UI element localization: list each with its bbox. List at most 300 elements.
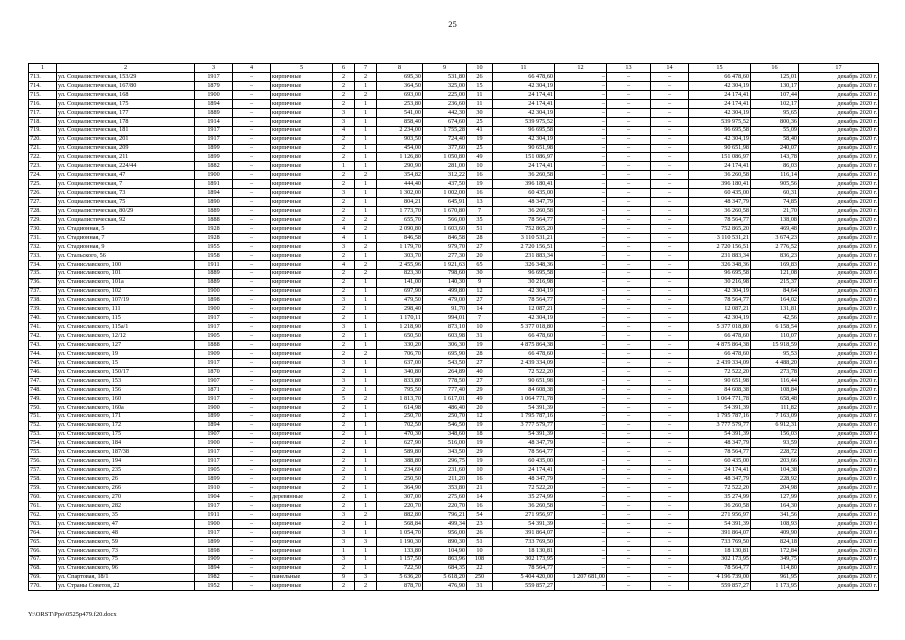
table-cell: 873,10 (423, 323, 467, 332)
table-cell: кирпичные (271, 466, 333, 475)
table-cell: – (233, 242, 271, 251)
table-cell: 695,90 (423, 350, 467, 359)
table-cell: – (233, 180, 271, 189)
table-cell: 36 260,58 (493, 502, 555, 511)
table-row (29, 73, 879, 82)
table-cell: кирпичные (271, 207, 333, 216)
table-cell: 1 (355, 367, 377, 376)
table-cell: – (233, 367, 271, 376)
table-cell: кирпичные (271, 323, 333, 332)
table-cell: 1909 (195, 350, 233, 359)
table-cell: 539 975,52 (689, 117, 751, 126)
table-cell: кирпичные (271, 519, 333, 528)
table-cell: – (651, 412, 689, 421)
table-cell: 16 (467, 171, 493, 180)
table-cell: 325,00 (423, 81, 467, 90)
table-cell: – (555, 207, 607, 216)
table-cell: – (607, 502, 651, 511)
table-cell: 54 391,39 (689, 430, 751, 439)
table-cell: 95,53 (751, 350, 799, 359)
table-cell: – (555, 484, 607, 493)
table-cell: декабрь 2020 г. (799, 493, 879, 502)
table-cell: 469,48 (751, 224, 799, 233)
table-cell: – (651, 359, 689, 368)
table-cell: 42 304,19 (493, 314, 555, 323)
table-cell: ул. Спартовая, 18/1 (57, 573, 195, 582)
table-cell: 1 002,00 (423, 189, 467, 198)
table-cell: 42,56 (751, 314, 799, 323)
table-cell: 143,78 (751, 153, 799, 162)
table-cell: 31 (467, 582, 493, 591)
table-cell: 1928 (195, 224, 233, 233)
table-cell: 54 391,39 (689, 519, 751, 528)
table-cell: 2 (333, 332, 355, 341)
table-cell: 49 (467, 394, 493, 403)
table-cell: 91,70 (423, 305, 467, 314)
table-cell: 348,60 (423, 430, 467, 439)
table-cell: 798,60 (423, 269, 467, 278)
table-cell: 1 (355, 287, 377, 296)
table-cell: 804,21 (377, 198, 423, 207)
table-cell: 1907 (195, 430, 233, 439)
table-cell: кирпичные (271, 296, 333, 305)
table-cell: 66 478,60 (493, 332, 555, 341)
table-cell: декабрь 2020 г. (799, 117, 879, 126)
table-cell: 24 174,41 (493, 99, 555, 108)
table-cell: – (233, 350, 271, 359)
table-cell: 2 (333, 90, 355, 99)
table-cell: 1 (355, 198, 377, 207)
table-cell: – (607, 376, 651, 385)
table-cell: 42 304,19 (689, 287, 751, 296)
table-cell: 614,98 (377, 403, 423, 412)
table-row (29, 582, 879, 591)
table-cell: 742. (29, 332, 57, 341)
table-cell: 312,22 (423, 171, 467, 180)
table-cell: 66 478,60 (689, 332, 751, 341)
table-cell: – (233, 439, 271, 448)
table-cell: 250,50 (377, 475, 423, 484)
column-header: 12 (555, 64, 607, 73)
table-cell: 30 (467, 108, 493, 117)
table-cell: 14 (467, 493, 493, 502)
table-cell: декабрь 2020 г. (799, 180, 879, 189)
table-cell: 140,30 (423, 278, 467, 287)
table-cell: кирпичные (271, 153, 333, 162)
table-cell: 13 (467, 198, 493, 207)
table-row (29, 403, 879, 412)
table-cell: ул. Страны Советов, 22 (57, 582, 195, 591)
table-row (29, 153, 879, 162)
table-cell: – (651, 296, 689, 305)
table-cell: 271 956,97 (493, 510, 555, 519)
table-cell: 1 (355, 430, 377, 439)
table-row (29, 117, 879, 126)
table-cell: 66 478,60 (689, 350, 751, 359)
table-cell: 51 (467, 224, 493, 233)
table-cell: – (651, 555, 689, 564)
table-cell: 764. (29, 528, 57, 537)
table-cell: ул. Стадионная, 5 (57, 224, 195, 233)
table-cell: – (607, 135, 651, 144)
table-cell: декабрь 2020 г. (799, 475, 879, 484)
table-cell: 364,50 (377, 81, 423, 90)
table-cell: 1 617,01 (423, 394, 467, 403)
table-cell: – (607, 73, 651, 82)
table-cell: 1 (355, 117, 377, 126)
table-cell: 795,50 (377, 385, 423, 394)
table-cell: 3 (333, 323, 355, 332)
table-cell: 766. (29, 546, 57, 555)
table-cell: 1 (355, 528, 377, 537)
table-cell: – (233, 484, 271, 493)
table-cell: 2 455,96 (377, 260, 423, 269)
table-cell: 211,20 (423, 475, 467, 484)
table-cell: 172,84 (751, 546, 799, 555)
table-cell: декабрь 2020 г. (799, 537, 879, 546)
table-cell: декабрь 2020 г. (799, 81, 879, 90)
table-cell: 18 (467, 430, 493, 439)
table-cell: – (651, 510, 689, 519)
table-cell: 1 603,60 (423, 224, 467, 233)
table-cell: – (651, 519, 689, 528)
table-row (29, 367, 879, 376)
table-cell: – (607, 546, 651, 555)
table-cell: – (651, 564, 689, 573)
table-cell: 1907 (195, 376, 233, 385)
table-cell: 3 (333, 189, 355, 198)
table-cell: кирпичные (271, 439, 333, 448)
table-cell: ул. Стадионная, 7 (57, 233, 195, 242)
table-cell: декабрь 2020 г. (799, 126, 879, 135)
table-cell: – (233, 555, 271, 564)
table-cell: ул. Станиславского, 175 (57, 430, 195, 439)
table-cell: – (555, 135, 607, 144)
table-cell: 10 (467, 466, 493, 475)
table-cell: декабрь 2020 г. (799, 224, 879, 233)
table-cell: – (555, 260, 607, 269)
table-cell: 31 (467, 332, 493, 341)
table-cell: декабрь 2020 г. (799, 135, 879, 144)
table-cell: – (555, 224, 607, 233)
table-cell: 151 086,97 (689, 153, 751, 162)
table-cell: 24 174,41 (493, 90, 555, 99)
table-cell: – (651, 582, 689, 591)
table-cell: 1 (355, 493, 377, 502)
table-cell: – (651, 385, 689, 394)
table-cell: 2 (333, 385, 355, 394)
table-cell: 1 157,50 (377, 555, 423, 564)
table-cell: 1899 (195, 537, 233, 546)
table-row (29, 260, 879, 269)
table-cell: 5 377 018,80 (689, 323, 751, 332)
table-cell: 27 (467, 376, 493, 385)
table-cell: 1 (355, 323, 377, 332)
table-cell: декабрь 2020 г. (799, 260, 879, 269)
table-cell: 1 (355, 332, 377, 341)
table-cell: – (555, 350, 607, 359)
table-cell: 1 054,70 (377, 528, 423, 537)
table-cell: – (607, 162, 651, 171)
table-cell: кирпичные (271, 216, 333, 225)
table-cell: 747. (29, 376, 57, 385)
table-cell: 78 564,77 (493, 564, 555, 573)
table-cell: кирпичные (271, 412, 333, 421)
table-cell: 3 (333, 510, 355, 519)
table-cell: 645,91 (423, 198, 467, 207)
table-cell: 240,07 (751, 144, 799, 153)
table-cell: – (607, 117, 651, 126)
table-cell: 391 864,07 (689, 528, 751, 537)
table-cell: декабрь 2020 г. (799, 314, 879, 323)
table-cell: 1 (333, 546, 355, 555)
table-cell: 290,90 (377, 162, 423, 171)
table-cell: – (651, 484, 689, 493)
table-cell: 1982 (195, 573, 233, 582)
table-cell: 156,03 (751, 430, 799, 439)
table-cell: 1900 (195, 287, 233, 296)
table-cell: декабрь 2020 г. (799, 99, 879, 108)
table-cell: 1 302,00 (377, 189, 423, 198)
table-cell: 9 (467, 278, 493, 287)
table-row (29, 421, 879, 430)
table-cell: кирпичные (271, 555, 333, 564)
table-cell: – (607, 81, 651, 90)
column-header: 6 (333, 64, 355, 73)
table-cell: – (651, 108, 689, 117)
table-cell: 3 (355, 537, 377, 546)
table-cell: – (555, 90, 607, 99)
table-cell: 746. (29, 367, 57, 376)
column-header: 13 (607, 64, 651, 73)
table-cell: – (607, 90, 651, 99)
table-cell: – (233, 99, 271, 108)
table-cell: 1 (333, 162, 355, 171)
table-cell: декабрь 2020 г. (799, 189, 879, 198)
table-cell: 2 (333, 99, 355, 108)
table-cell: декабрь 2020 г. (799, 385, 879, 394)
table-cell: кирпичные (271, 260, 333, 269)
table-cell: 264,89 (423, 367, 467, 376)
table-cell: 761. (29, 502, 57, 511)
table-cell: 10 (467, 546, 493, 555)
table-cell: 22 (467, 564, 493, 573)
table-cell: 737. (29, 287, 57, 296)
table-cell: 890,30 (423, 537, 467, 546)
table-cell: ул. Станиславского, 172 (57, 421, 195, 430)
table-cell: 559 857,27 (689, 582, 751, 591)
table-row (29, 376, 879, 385)
table-cell: 396 180,41 (689, 180, 751, 189)
table-cell: – (555, 430, 607, 439)
table-cell: 2 (333, 251, 355, 260)
table-row (29, 162, 879, 171)
table-cell: – (555, 528, 607, 537)
table-cell: 749. (29, 394, 57, 403)
table-cell: 3 110 531,21 (493, 233, 555, 242)
table-row (29, 216, 879, 225)
table-cell: 2 (333, 457, 355, 466)
table-cell: 476,90 (423, 582, 467, 591)
table-cell: 138,08 (751, 216, 799, 225)
table-cell: 353,80 (423, 484, 467, 493)
table-row (29, 189, 879, 198)
table-cell: кирпичные (271, 180, 333, 189)
table-cell: декабрь 2020 г. (799, 332, 879, 341)
table-cell: – (607, 126, 651, 135)
table-cell: ул. Станиславского, 194 (57, 457, 195, 466)
table-cell: – (607, 394, 651, 403)
table-cell: 752 865,20 (689, 224, 751, 233)
table-cell: 220,70 (423, 502, 467, 511)
table-cell: 1890 (195, 198, 233, 207)
table-cell: 1 795 787,16 (689, 412, 751, 421)
column-header: 2 (57, 64, 195, 73)
table-cell: 770. (29, 582, 57, 591)
table-cell: 1900 (195, 171, 233, 180)
table-cell: декабрь 2020 г. (799, 394, 879, 403)
table-cell: 1928 (195, 233, 233, 242)
table-cell: кирпичные (271, 394, 333, 403)
table-cell: 96 695,58 (689, 269, 751, 278)
table-cell: 539 975,52 (493, 117, 555, 126)
table-row (29, 457, 879, 466)
footer-file-path: Y:\ORST\Ppo\0525p479.f20.docx (28, 611, 117, 618)
table-cell: 108 (467, 555, 493, 564)
table-cell: 1 173,95 (751, 582, 799, 591)
table-cell: 674,60 (423, 117, 467, 126)
table-cell: 2 (333, 448, 355, 457)
table-cell: 2 (355, 269, 377, 278)
table-cell: кирпичные (271, 484, 333, 493)
table-cell: – (651, 224, 689, 233)
table-cell: кирпичные (271, 564, 333, 573)
table-cell: 2 (333, 466, 355, 475)
table-cell: 2 234,00 (377, 126, 423, 135)
table-cell: 54 (467, 510, 493, 519)
table-cell: декабрь 2020 г. (799, 341, 879, 350)
table-cell: 5 404 420,00 (493, 573, 555, 582)
table-cell: 1 (355, 153, 377, 162)
table-cell: – (607, 385, 651, 394)
table-cell: 6 912,31 (751, 421, 799, 430)
table-cell: 12 087,21 (689, 305, 751, 314)
table-cell: 846,58 (377, 233, 423, 242)
table-row (29, 81, 879, 90)
table-cell: 767. (29, 555, 57, 564)
table-cell: 302 173,95 (493, 555, 555, 564)
table-cell: декабрь 2020 г. (799, 251, 879, 260)
table-cell: 60,31 (751, 189, 799, 198)
table-cell: 26 (467, 73, 493, 82)
table-cell: – (607, 189, 651, 198)
table-cell: 2 (355, 73, 377, 82)
table-cell: 24 174,41 (689, 466, 751, 475)
table-row (29, 350, 879, 359)
table-cell: 1 (355, 341, 377, 350)
table-cell: – (233, 269, 271, 278)
table-cell: 78 564,77 (493, 216, 555, 225)
table-cell: 54 391,39 (493, 403, 555, 412)
table-cell: 568,84 (377, 519, 423, 528)
table-cell: 722. (29, 153, 57, 162)
table-cell: ул. Станиславского, 171 (57, 412, 195, 421)
table-cell: 743. (29, 341, 57, 350)
table-cell: 16 (467, 502, 493, 511)
table-cell: 833,80 (377, 376, 423, 385)
table-cell: – (651, 314, 689, 323)
table-cell: 25 (467, 144, 493, 153)
table-cell: декабрь 2020 г. (799, 242, 879, 251)
table-cell: – (233, 537, 271, 546)
table-cell: 1 218,90 (377, 323, 423, 332)
table-cell: 713. (29, 73, 57, 82)
table-cell: 1 (355, 99, 377, 108)
table-row (29, 305, 879, 314)
table-cell: 1 (355, 233, 377, 242)
table-cell: 1958 (195, 251, 233, 260)
table-cell: 1914 (195, 117, 233, 126)
table-cell: 66 478,60 (689, 73, 751, 82)
table-cell: 1898 (195, 296, 233, 305)
table-cell: 650,50 (377, 332, 423, 341)
table-cell: 1898 (195, 546, 233, 555)
page-number: 25 (448, 19, 457, 29)
table-cell: – (651, 475, 689, 484)
table-cell: 658,48 (751, 394, 799, 403)
table-cell: 2 (355, 394, 377, 403)
table-cell: 741. (29, 323, 57, 332)
table-cell: 151 086,97 (493, 153, 555, 162)
table-cell: 531,80 (423, 73, 467, 82)
table-cell: декабрь 2020 г. (799, 430, 879, 439)
table-cell: 2 (333, 198, 355, 207)
table-cell: – (607, 350, 651, 359)
table-cell: 1 (355, 251, 377, 260)
table-cell: – (233, 314, 271, 323)
table-cell: 744. (29, 350, 57, 359)
table-cell: – (607, 573, 651, 582)
table-cell: 24 174,41 (493, 162, 555, 171)
table-cell: 979,70 (423, 242, 467, 251)
table-cell: 1900 (195, 90, 233, 99)
table-cell: 130,17 (751, 81, 799, 90)
table-cell: 10 (467, 323, 493, 332)
table-cell: 228,92 (751, 475, 799, 484)
table-cell: 1917 (195, 457, 233, 466)
table-cell: кирпичные (271, 457, 333, 466)
table-cell: 1905 (195, 466, 233, 475)
table-cell: ул. Социалистическая, 168 (57, 90, 195, 99)
table-cell: кирпичные (271, 269, 333, 278)
table-cell: ул. Станиславского, 47 (57, 519, 195, 528)
table-cell: – (651, 242, 689, 251)
table-cell: 30 (467, 269, 493, 278)
table-cell: 2 (333, 135, 355, 144)
column-header: 10 (467, 64, 493, 73)
table-cell: – (651, 403, 689, 412)
table-cell: 1 773,70 (377, 207, 423, 216)
table-cell: 66 478,60 (493, 350, 555, 359)
column-header: 15 (689, 64, 751, 73)
table-cell: кирпичные (271, 99, 333, 108)
table-cell: декабрь 2020 г. (799, 502, 879, 511)
table-cell: 765. (29, 537, 57, 546)
table-cell: – (607, 278, 651, 287)
table-cell: 4 (333, 126, 355, 135)
column-header: 5 (271, 64, 333, 73)
table-cell: ул. Станиславского, 19 (57, 350, 195, 359)
